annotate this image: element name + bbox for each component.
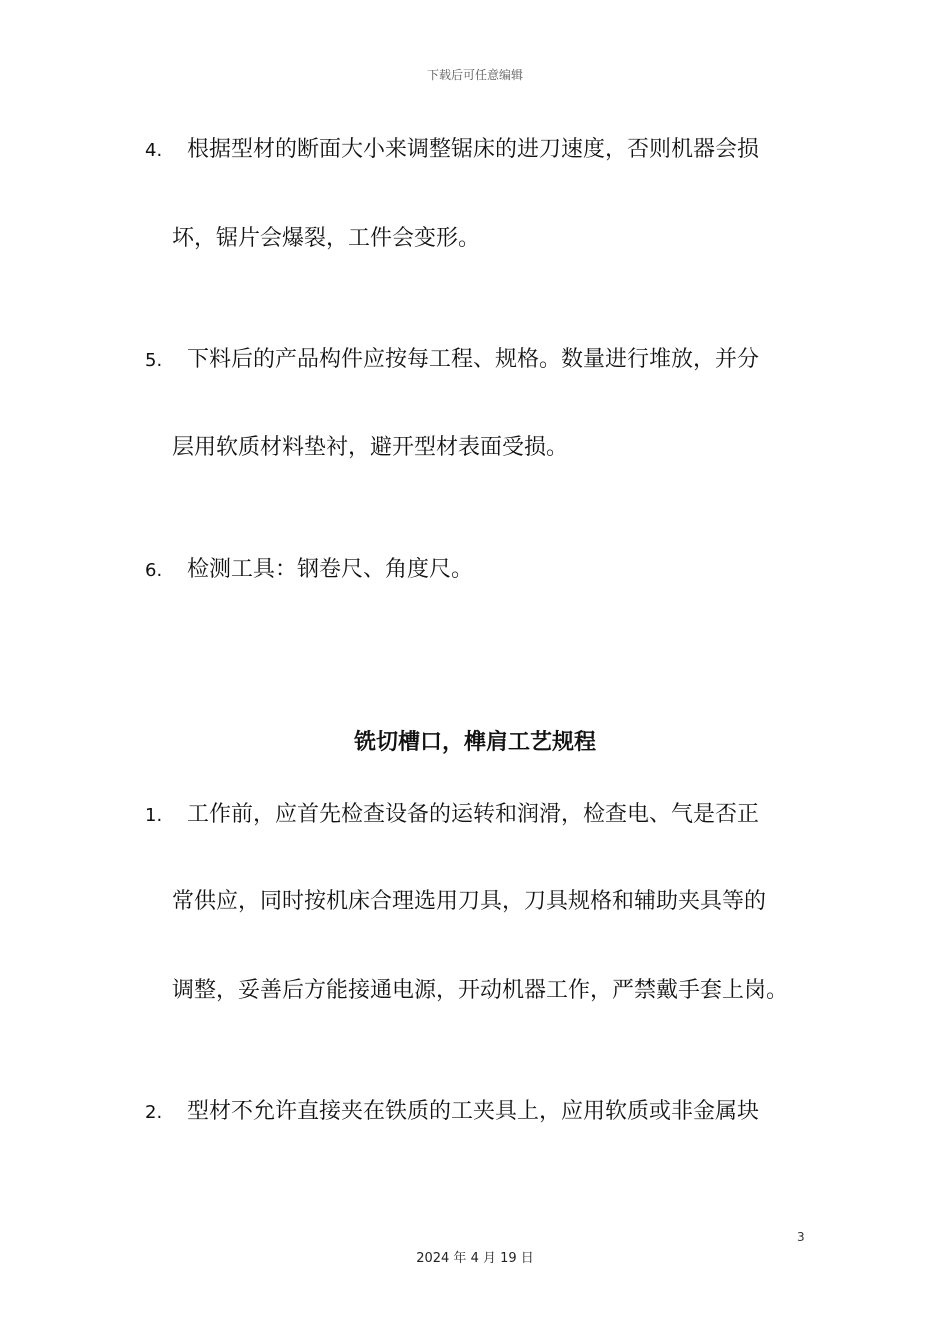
- list-item-number: 4.: [145, 140, 163, 161]
- list-item-text: 检测工具：钢卷尺、角度尺。: [187, 557, 474, 582]
- list-item-text: 层用软质材料垫衬，避开型材表面受损。: [172, 435, 569, 460]
- list-item-text: 调整，妥善后方能接通电源，开动机器工作，严禁戴手套上岗。: [172, 978, 789, 1003]
- list-item-text: 根据型材的断面大小来调整锯床的进刀速度，否则机器会损: [187, 137, 760, 162]
- list-item-text: 坏，锯片会爆裂，工件会变形。: [172, 226, 481, 251]
- list-item-number: 1.: [145, 805, 163, 826]
- page-header: 下载后可任意编辑: [426, 68, 523, 82]
- list-item-text: 工作前，应首先检查设备的运转和润滑，检查电、气是否正: [187, 802, 760, 827]
- list-item-number: 2.: [145, 1102, 163, 1123]
- footer-date: 2024 年 4 月 19 日: [416, 1251, 534, 1266]
- section-title: 铣切槽口，榫肩工艺规程: [353, 730, 596, 755]
- list-item-number: 6.: [145, 560, 163, 581]
- list-item-text: 下料后的产品构件应按每工程、规格。数量进行堆放，并分: [187, 347, 760, 372]
- list-item-number: 5.: [145, 350, 163, 371]
- page-number: 3: [797, 1230, 805, 1244]
- list-item-text: 常供应，同时按机床合理选用刀具，刀具规格和辅助夹具等的: [172, 889, 767, 914]
- list-item-text: 型材不允许直接夹在铁质的工夹具上，应用软质或非金属块: [187, 1099, 760, 1124]
